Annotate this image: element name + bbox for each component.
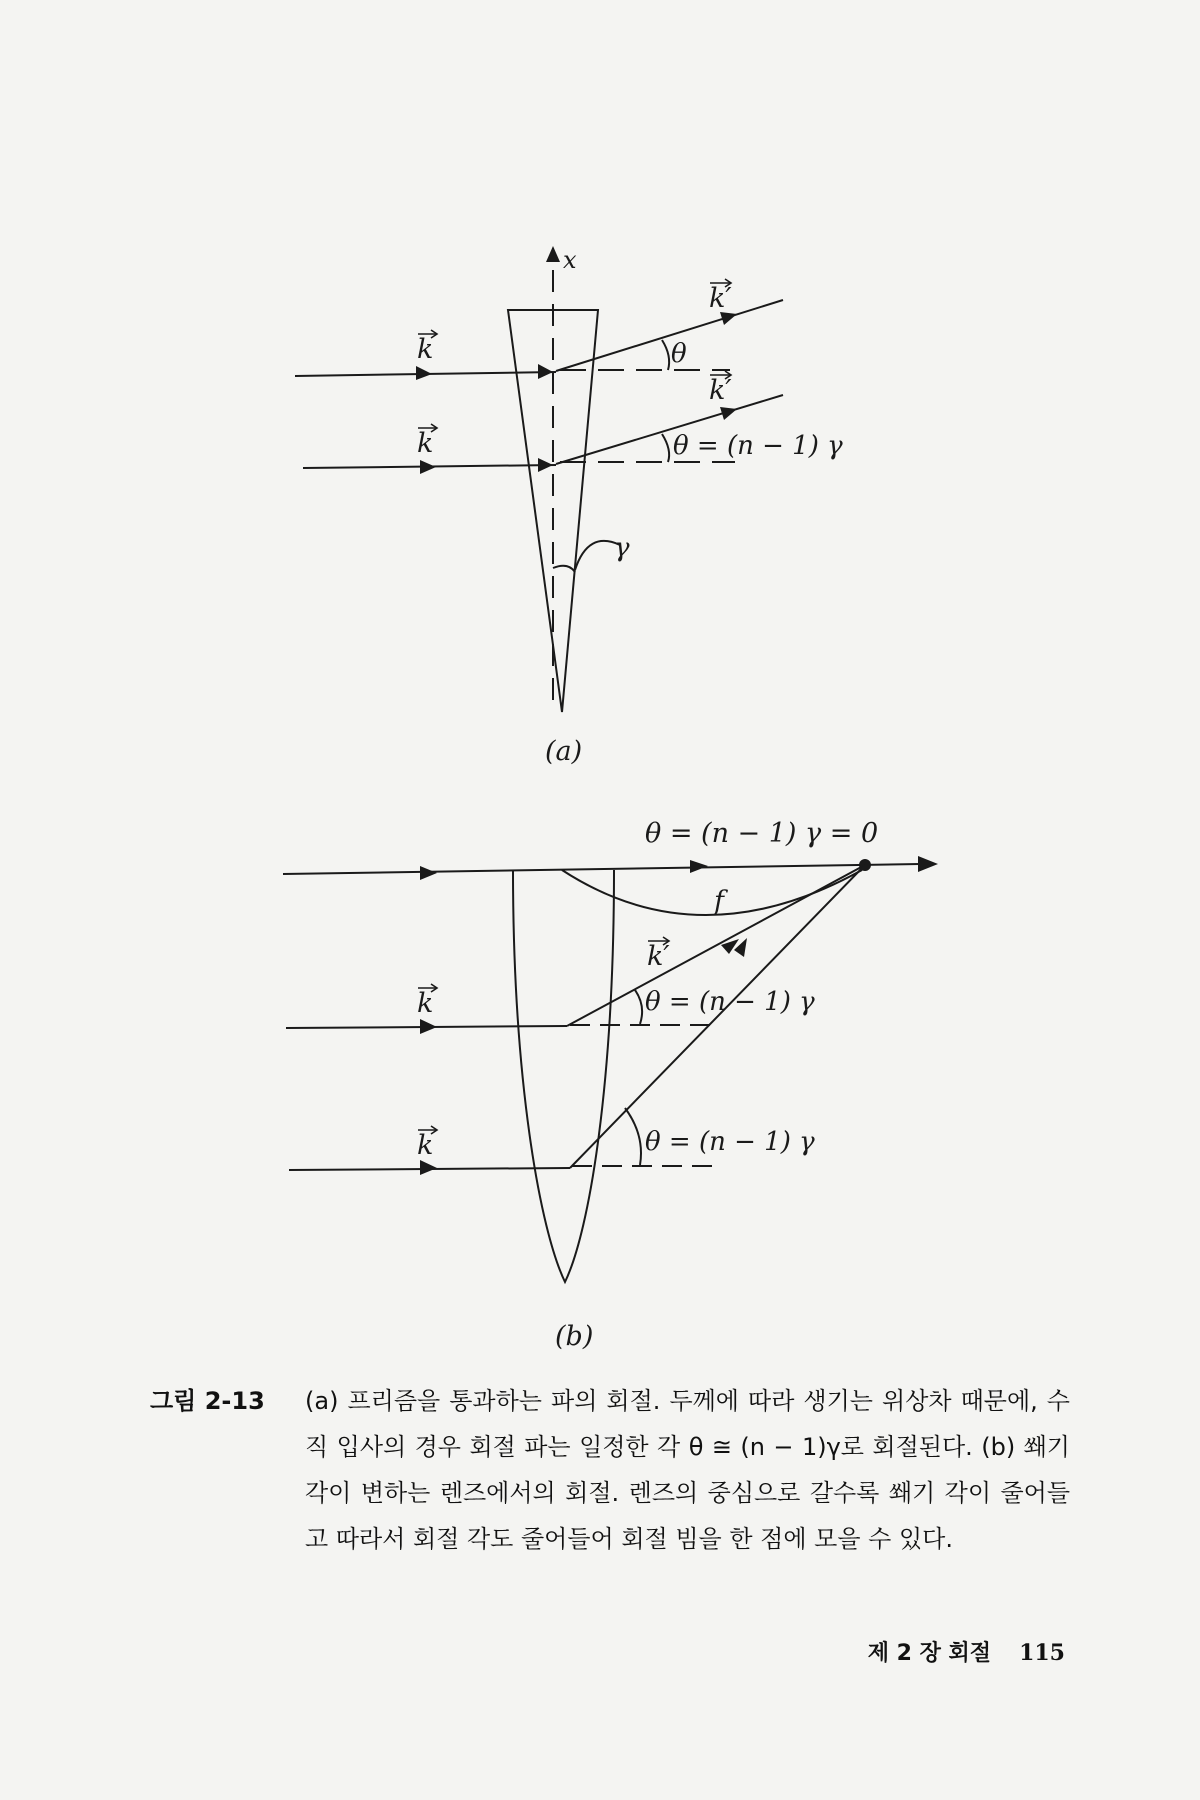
optical-axis-ray (283, 864, 920, 874)
theta-arc-bottom (662, 434, 669, 462)
ray-arrow-b3 (918, 856, 938, 872)
lens-outline (513, 870, 614, 1282)
theta-bottom-label: θ = (n − 1) γ (673, 431, 843, 461)
panel-a-label: (a) (545, 736, 583, 767)
k-in-middle-label: k (417, 988, 434, 1019)
top-equation-label: θ = (n − 1) γ = 0 (645, 818, 879, 849)
caption-figure-number: 그림 2-13 (150, 1387, 265, 1415)
ray-arrow-a3 (420, 460, 436, 474)
ray-arrow-b4 (420, 1019, 437, 1034)
ray-arrow-b6 (420, 1160, 437, 1175)
panel-b (283, 856, 938, 1282)
theta-bottom-b-label: θ = (n − 1) γ (645, 1127, 815, 1157)
theta-arc-middle (635, 990, 642, 1024)
gamma-label: γ (614, 533, 630, 563)
chapter-title: 제 2 장 회절 (867, 1641, 992, 1666)
ray-arrow-a4 (538, 458, 553, 472)
gamma-arc (553, 566, 575, 572)
theta-top-label: θ (671, 339, 687, 369)
ray-arrow-b1 (420, 866, 437, 880)
figure-caption (150, 1378, 1070, 1562)
page-number: 115 (1019, 1640, 1065, 1666)
k-out-bottom-label: k′ (709, 375, 732, 406)
theta-middle-label: θ = (n − 1) γ (645, 987, 815, 1017)
k-in-top-label: k (417, 334, 434, 365)
k-out-b-label: k′ (647, 941, 670, 972)
panel-b-label: (b) (555, 1321, 594, 1352)
ray-arrow-a2 (538, 364, 553, 379)
theta-arc-top (662, 340, 669, 370)
k-in-bottom-label: k (417, 428, 434, 459)
x-axis-arrowhead (546, 246, 560, 262)
theta-arc-bottom-b (625, 1108, 641, 1165)
k-out-top-label: k′ (709, 283, 732, 314)
caption-text: (a) 프리즘을 통과하는 파의 회절. 두께에 따라 생기는 위상차 때문에, 수직 입사의 경우 회절 파는 일정한 각 θ ≅ (n − 1)γ로 회절된다. (b) 쐐기 각이 변하는 렌즈에서의 회절. 렌즈의 중심으로 갈수록 쐐기 각이 줄어들고 따라서 회절 각도 줄어들어 회절 빔을 한 점에 모을 수 있다. (305, 1387, 1070, 1553)
focal-length-label: f (714, 886, 724, 917)
ray-arrow-b2 (690, 860, 708, 873)
panel-a (295, 246, 783, 712)
axis-label-x: x (563, 246, 577, 274)
ray-arrow-a6 (720, 407, 737, 420)
focal-length-arc (562, 870, 862, 915)
ray-arrow-a1 (416, 366, 432, 380)
page-footer (868, 1636, 1065, 1667)
k-in-bottom-b-label: k (417, 1130, 434, 1161)
